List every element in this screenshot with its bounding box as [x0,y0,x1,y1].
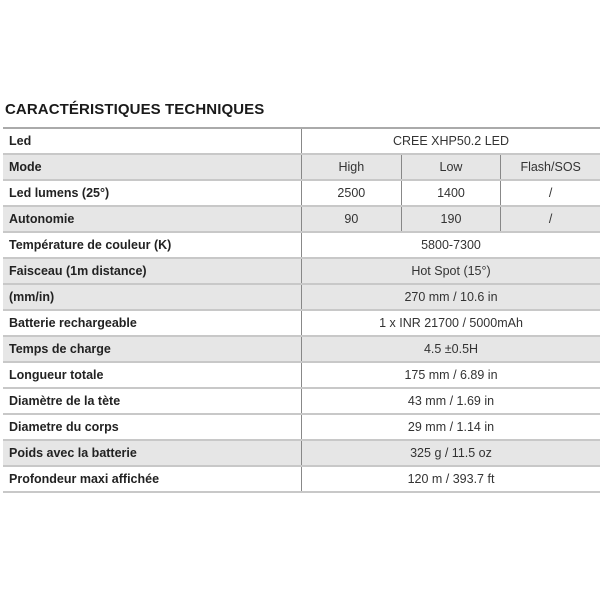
table-row [3,388,600,414]
row-label: Diametre du corps [3,414,302,440]
row-value: 270 mm / 10.6 in [302,284,600,310]
table-row [3,336,600,362]
row-value: 1 x INR 21700 / 5000mAh [302,310,600,336]
row-value: 4.5 ±0.5H [302,336,600,362]
table-row [3,284,600,310]
row-value: 29 mm / 1.14 in [302,414,600,440]
row-value: 5800-7300 [302,232,600,258]
table-row [3,414,600,440]
row-cell: / [501,180,600,206]
row-label: Led [3,128,302,154]
row-cell: Flash/SOS [501,154,600,180]
table-row-led [3,128,600,154]
table-row [3,466,600,492]
row-value: 175 mm / 6.89 in [302,362,600,388]
row-label: Led lumens (25°) [3,180,302,206]
row-label: Température de couleur (K) [3,232,302,258]
row-label: Autonomie [3,206,302,232]
row-label: Longueur totale [3,362,302,388]
table-row-mode [3,154,600,180]
row-label: Diamètre de la tète [3,388,302,414]
row-label: Profondeur maxi affichée [3,466,302,492]
specs-table [3,127,600,493]
table-row-lumens [3,180,600,206]
table-row-autonomie [3,206,600,232]
table-row [3,258,600,284]
row-value: Hot Spot (15°) [302,258,600,284]
row-cell: 2500 [302,180,402,206]
row-label: Temps de charge [3,336,302,362]
row-cell: / [501,206,600,232]
row-value: 120 m / 393.7 ft [302,466,600,492]
row-label: Batterie rechargeable [3,310,302,336]
table-row [3,232,600,258]
row-label: (mm/in) [3,284,302,310]
row-value: 325 g / 11.5 oz [302,440,600,466]
row-cell: 90 [302,206,402,232]
row-cell: 1400 [401,180,501,206]
table-row [3,440,600,466]
row-cell: 190 [401,206,501,232]
table-row [3,310,600,336]
row-cell: High [302,154,402,180]
row-value: 43 mm / 1.69 in [302,388,600,414]
section-title: CARACTÉRISTIQUES TECHNIQUES [5,101,265,118]
row-label: Faisceau (1m distance) [3,258,302,284]
row-cell: Low [401,154,501,180]
row-label: Poids avec la batterie [3,440,302,466]
table-row [3,362,600,388]
row-label: Mode [3,154,302,180]
row-value: CREE XHP50.2 LED [302,128,600,154]
